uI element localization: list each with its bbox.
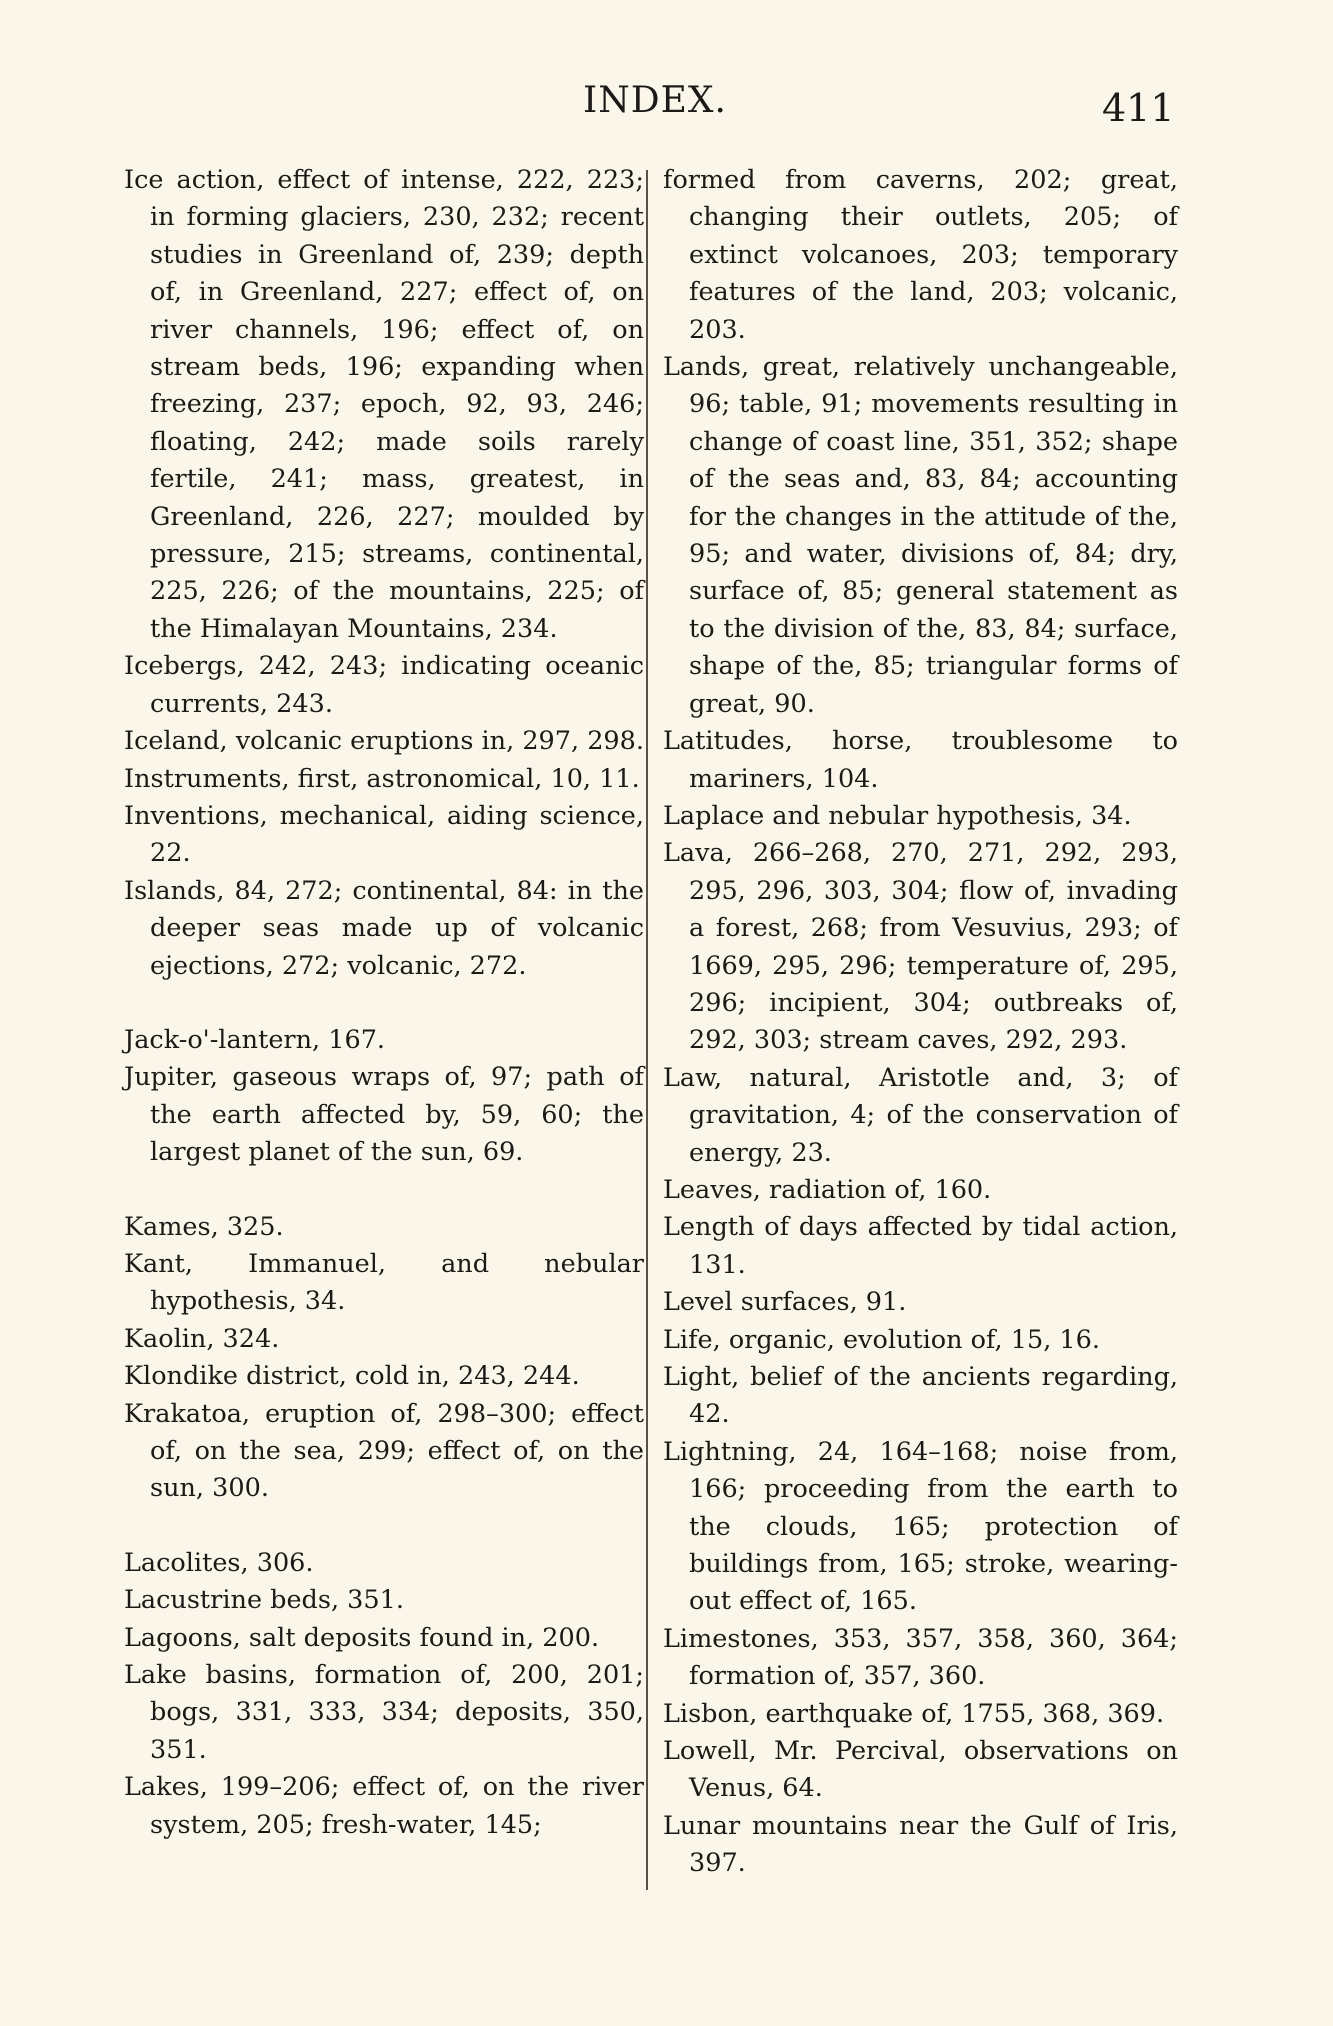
index-entry: Krakatoa, eruption of, 298–300; effect of, on the sea, 299; effect of, on the sun, 300. xyxy=(124,1398,644,1504)
index-entry: Lava, 266–268, 270, 271, 292, 293, 295, 296, 303, 304; flow of, invading a forest, 268; from Vesuvius, 293; of 1669, 295, 296; temperature of, 295, 296; incipient, 304; outbreaks of, 292, 303; stream caves, 292, 293. xyxy=(663,838,1178,1056)
index-entry: Leaves, radiation of, 160. xyxy=(663,1174,992,1205)
index-entry: Length of days affected by tidal action, 131. xyxy=(663,1212,1178,1280)
index-entry: Lunar mountains near the Gulf of Iris, 397. xyxy=(663,1810,1178,1879)
index-entry: Islands, 84, 272; continental, 84: in the deeper seas made up of volcanic ejections, 272; volcanic, 272. xyxy=(124,875,644,981)
page-number: 411 xyxy=(1102,86,1175,130)
letter-group-gap xyxy=(124,1172,644,1209)
letter-group-gap xyxy=(124,985,644,1022)
index-entry: Inventions, mechanical, aiding science, 22. xyxy=(124,800,644,869)
index-entry: Latitudes, horse, troublesome to mariners, 104. xyxy=(663,726,1178,794)
index-entry: Life, organic, evolution of, 15, 16. xyxy=(663,1324,1100,1355)
right-column xyxy=(663,162,1178,1883)
index-entry: Limestones, 353, 357, 358, 360, 364; formation of, 357, 360. xyxy=(663,1623,1178,1692)
index-entry: Law, natural, Aristotle and, 3; of gravitation, 4; of the conservation of energy, 23. xyxy=(663,1062,1178,1168)
index-entry: Lacustrine beds, 351. xyxy=(124,1585,404,1616)
left-column xyxy=(124,162,644,1844)
index-entry: Laplace and nebular hypothesis, 34. xyxy=(663,800,1132,831)
page-title: INDEX. xyxy=(583,80,727,121)
index-entry: Lowell, Mr. Percival, observations on Venus, 64. xyxy=(663,1736,1178,1804)
index-entry: Jupiter, gaseous wraps of, 97; path of the earth affected by, 59, 60; the largest planet of the sun, 69. xyxy=(124,1062,644,1168)
index-entry: Klondike district, cold in, 243, 244. xyxy=(124,1361,580,1392)
index-entry: Kant, Immanuel, and nebular hypothesis, 34. xyxy=(124,1248,644,1317)
index-entry: Lisbon, earthquake of, 1755, 368, 369. xyxy=(663,1698,1165,1729)
index-entry: Kames, 325. xyxy=(124,1211,284,1242)
index-entry: Instruments, first, astronomical, 10, 11. xyxy=(124,763,640,794)
index-entry: Lagoons, salt deposits found in, 200. xyxy=(124,1622,600,1653)
letter-group-gap xyxy=(124,1508,644,1545)
index-entry: Lands, great, relatively unchangeable, 96; table, 91; movements resulting in change of coast line, 351, 352; shape of the seas and, 83, 84; accounting for the changes in the attitude of the, 95; and water, divisions of, 84; dry, surface of, 85; general statement as to the division of the, 83, 84; surface, shape of the, 85; triangular forms of great, 90. xyxy=(663,352,1178,719)
index-entry: Icebergs, 242, 243; indicating oceanic currents, 243. xyxy=(124,651,644,719)
index-entry-continuation: formed from caverns, 202; great, changing their outlets, 205; of extinct volcanoes, 203; temporary features of the land, 203; volcanic, 203. xyxy=(663,165,1178,345)
index-entry: Level surfaces, 91. xyxy=(663,1287,907,1318)
index-entry: Ice action, effect of intense, 222, 223; in forming glaciers, 230, 232; recent studies in Greenland of, 239; depth of, in Greenland, 227; effect of, on river channels, 196; effect of, on stream beds, 196; expanding when freezing, 237; epoch, 92, 93, 246; floating, 242; made soils rarely fertile, 241; mass, greatest, in Greenland, 226, 227; moulded by pressure, 215; streams, continental, 225, 226; of the mountains, 225; of the Himalayan Mountains, 234. xyxy=(124,165,644,644)
index-entry: Lake basins, formation of, 200, 201; bogs, 331, 333, 334; deposits, 350, 351. xyxy=(124,1660,644,1765)
index-entry: Lacolites, 306. xyxy=(124,1547,314,1578)
index-entry: Kaolin, 324. xyxy=(124,1323,280,1354)
index-entry: Lightning, 24, 164–168; noise from, 166; proceeding from the earth to the clouds, 165; protection of buildings from, 165; stroke, wearing-out effect of, 165. xyxy=(663,1436,1178,1617)
index-entry: Jack-o'-lantern, 167. xyxy=(124,1024,386,1055)
index-entry: Lakes, 199–206; effect of, on the river system, 205; fresh-water, 145; xyxy=(124,1772,644,1840)
index-entry: Light, belief of the ancients regarding, 42. xyxy=(663,1362,1178,1430)
index-entry: Iceland, volcanic eruptions in, 297, 298. xyxy=(124,726,644,757)
column-divider xyxy=(646,170,648,1890)
